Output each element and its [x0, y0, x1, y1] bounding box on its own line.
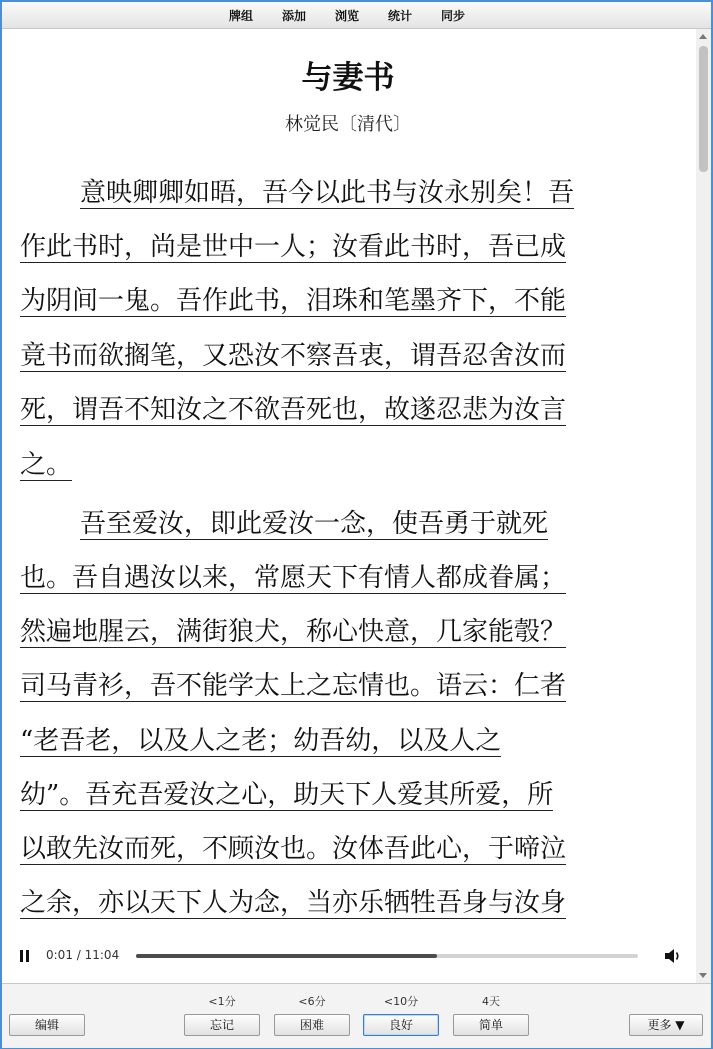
- card-text-segment: 为阴间一鬼。吾作此书，泪珠和笔墨齐下，不能: [20, 286, 567, 316]
- card-text-segment: 作此书时，尚是世中一人；汝看此书时，吾已成: [20, 232, 567, 262]
- audio-time: 0:01 / 11:04: [46, 948, 120, 962]
- menu-add[interactable]: 添加: [282, 9, 307, 23]
- good-button[interactable]: 良好: [363, 1014, 439, 1036]
- card-text-segment: 然遍地腥云，满街狼犬，称心快意，几家能彀？: [20, 617, 567, 647]
- hard-interval: <6分: [298, 995, 326, 1008]
- card-text-line: [20, 393, 566, 427]
- card-text-line: [20, 339, 566, 373]
- card-title: 与妻书: [301, 60, 395, 96]
- edit-button[interactable]: 编辑: [9, 1014, 85, 1036]
- card-text-segment: 死，谓吾不知汝之不欲吾死也，故遂忍悲为汝言: [20, 395, 567, 425]
- top-menu-bar: [2, 2, 711, 29]
- card-text-segment: 吾至爱汝，即此爱汝一念，使吾勇于就死: [80, 509, 549, 539]
- volume-icon[interactable]: [664, 948, 682, 964]
- card-text-segment: 意映卿卿如晤，吾今以此书与汝永别矣！吾: [80, 178, 575, 208]
- card-text-segment: 幼”。吾充吾爱汝之心，助天下人爱其所爱，所: [20, 780, 554, 810]
- easy-button[interactable]: 简单: [453, 1014, 529, 1036]
- card-text-line: [20, 724, 501, 758]
- card-text-line: [20, 615, 566, 649]
- vertical-scrollbar[interactable]: [696, 29, 711, 983]
- hard-button[interactable]: 困难: [274, 1014, 350, 1036]
- card-text-line: [20, 886, 566, 920]
- menu-sync[interactable]: 同步: [441, 9, 466, 23]
- audio-progress-track[interactable]: [136, 954, 638, 958]
- card-author: 林觉民〔清代〕: [285, 114, 411, 135]
- card-text-line: [20, 561, 566, 595]
- card-text-line: [20, 778, 553, 812]
- card-text-segment: 之。: [20, 450, 73, 480]
- card-text-line: [20, 669, 566, 703]
- menu-stats[interactable]: 统计: [388, 9, 413, 23]
- card-text-segment: 也。吾自遇汝以来，常愿天下有情人都成眷属；: [20, 563, 567, 593]
- card-text-line: [80, 507, 548, 541]
- card-text-segment: “老吾老，以及人之老；幼吾幼，以及人之: [20, 726, 502, 756]
- card-text-segment: 竟书而欲搁笔，又恐汝不察吾衷，谓吾忍舍汝而: [20, 341, 567, 371]
- more-button[interactable]: 更多 ▼: [629, 1014, 703, 1036]
- scrollbar-thumb[interactable]: [699, 46, 708, 172]
- card-text-segment: 司马青衫，吾不能学太上之忘情也。语云：仁者: [20, 671, 567, 701]
- menu-browse[interactable]: 浏览: [335, 9, 360, 23]
- card-text-line: [80, 176, 574, 210]
- card-text-line: [20, 832, 566, 866]
- easy-interval: 4天: [482, 995, 500, 1008]
- scroll-down-icon[interactable]: [699, 973, 707, 978]
- audio-player: [2, 940, 696, 972]
- again-button[interactable]: 忘记: [184, 1014, 260, 1036]
- audio-progress-fill: [136, 954, 437, 958]
- scroll-up-icon[interactable]: [699, 34, 707, 39]
- card-text-segment: 之余，亦以天下人为念，当亦乐牺牲吾身与汝身: [20, 888, 567, 918]
- card-text-line: [20, 230, 566, 264]
- card-text-line: [20, 284, 566, 318]
- pause-icon[interactable]: [20, 950, 30, 962]
- menu-decks[interactable]: 牌组: [229, 9, 254, 23]
- card-text-line: [20, 448, 72, 482]
- card-text-segment: 以敢先汝而死，不顾汝也。汝体吾此心，于啼泣: [20, 834, 567, 864]
- review-toolbar: [2, 983, 711, 1048]
- good-interval: <10分: [383, 995, 419, 1008]
- again-interval: <1分: [208, 995, 236, 1008]
